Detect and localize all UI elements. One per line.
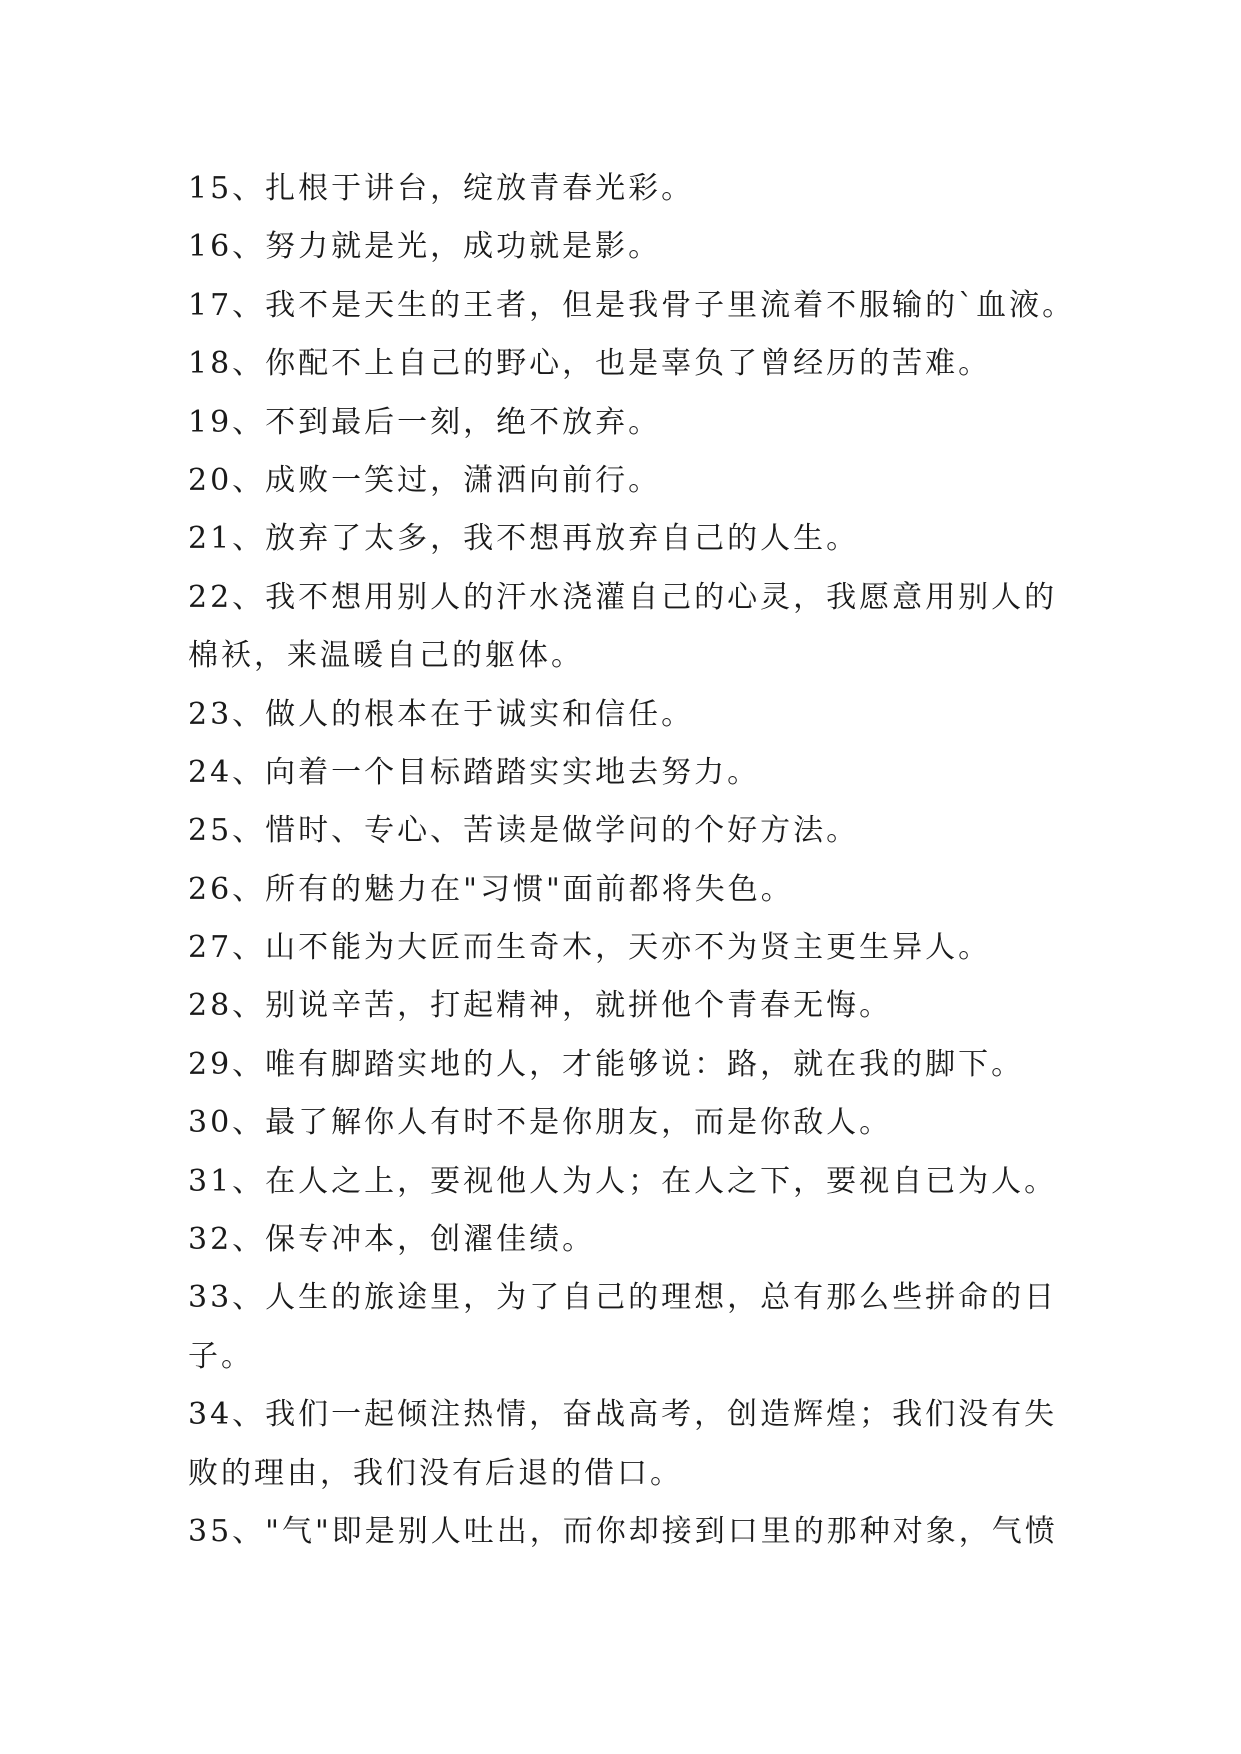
- text-line: 18、你配不上自己的野心，也是辜负了曾经历的苦难。: [188, 346, 992, 382]
- text-line: 败的理由，我们没有后退的借口。: [188, 1455, 683, 1491]
- text-line: 16、努力就是光，成功就是影。: [188, 229, 662, 265]
- text-line: 15、扎根于讲台，绽放青春光彩。: [188, 171, 695, 206]
- text-line: 22、我不想用别人的汗水浇灌自己的心灵，我愿意用别人的: [188, 579, 1058, 615]
- text-line: 棉袄，来温暖自己的躯体。: [188, 638, 584, 674]
- text-line: 31、在人之上，要视他人为人；在人之下，要视自已为人。: [188, 1163, 1058, 1199]
- text-line: 25、惜时、专心、苦读是做学问的个好方法。: [188, 813, 860, 849]
- text-line: 24、向着一个目标踏踏实实地去努力。: [188, 754, 761, 790]
- text-line: 23、做人的根本在于诚实和信任。: [188, 696, 695, 732]
- text-line: 28、别说辛苦，打起精神，就拼他个青春无悔。: [188, 988, 893, 1024]
- text-line: 17、我不是天生的王者，但是我骨子里流着不服输的`血液。: [188, 287, 1076, 323]
- text-line: 32、保专冲本，创濯佳绩。: [188, 1222, 596, 1258]
- text-line: 21、放弃了太多，我不想再放弃自己的人生。: [188, 521, 860, 557]
- text-line: 27、山不能为大匠而生奇木，天亦不为贤主更生异人。: [188, 930, 992, 966]
- text-line: 33、人生的旅途里，为了自己的理想，总有那么些拼命的日: [188, 1280, 1058, 1316]
- text-line: 30、最了解你人有时不是你朋友，而是你敌人。: [188, 1105, 893, 1141]
- document-body: [188, 160, 1088, 1561]
- text-line: 35、"气"即是别人吐出，而你却接到口里的那种对象，气愤: [188, 1513, 1058, 1549]
- text-line: 20、成败一笑过，潇洒向前行。: [188, 462, 662, 498]
- text-line: 29、唯有脚踏实地的人，才能够说：路，就在我的脚下。: [188, 1046, 1025, 1082]
- text-line: 19、不到最后一刻，绝不放弃。: [188, 404, 662, 440]
- text-line: 26、所有的魅力在"习惯"面前都将失色。: [188, 871, 794, 907]
- text-line: 34、我们一起倾注热情，奋战高考，创造辉煌；我们没有失: [188, 1397, 1058, 1433]
- text-line: 子。: [188, 1338, 254, 1374]
